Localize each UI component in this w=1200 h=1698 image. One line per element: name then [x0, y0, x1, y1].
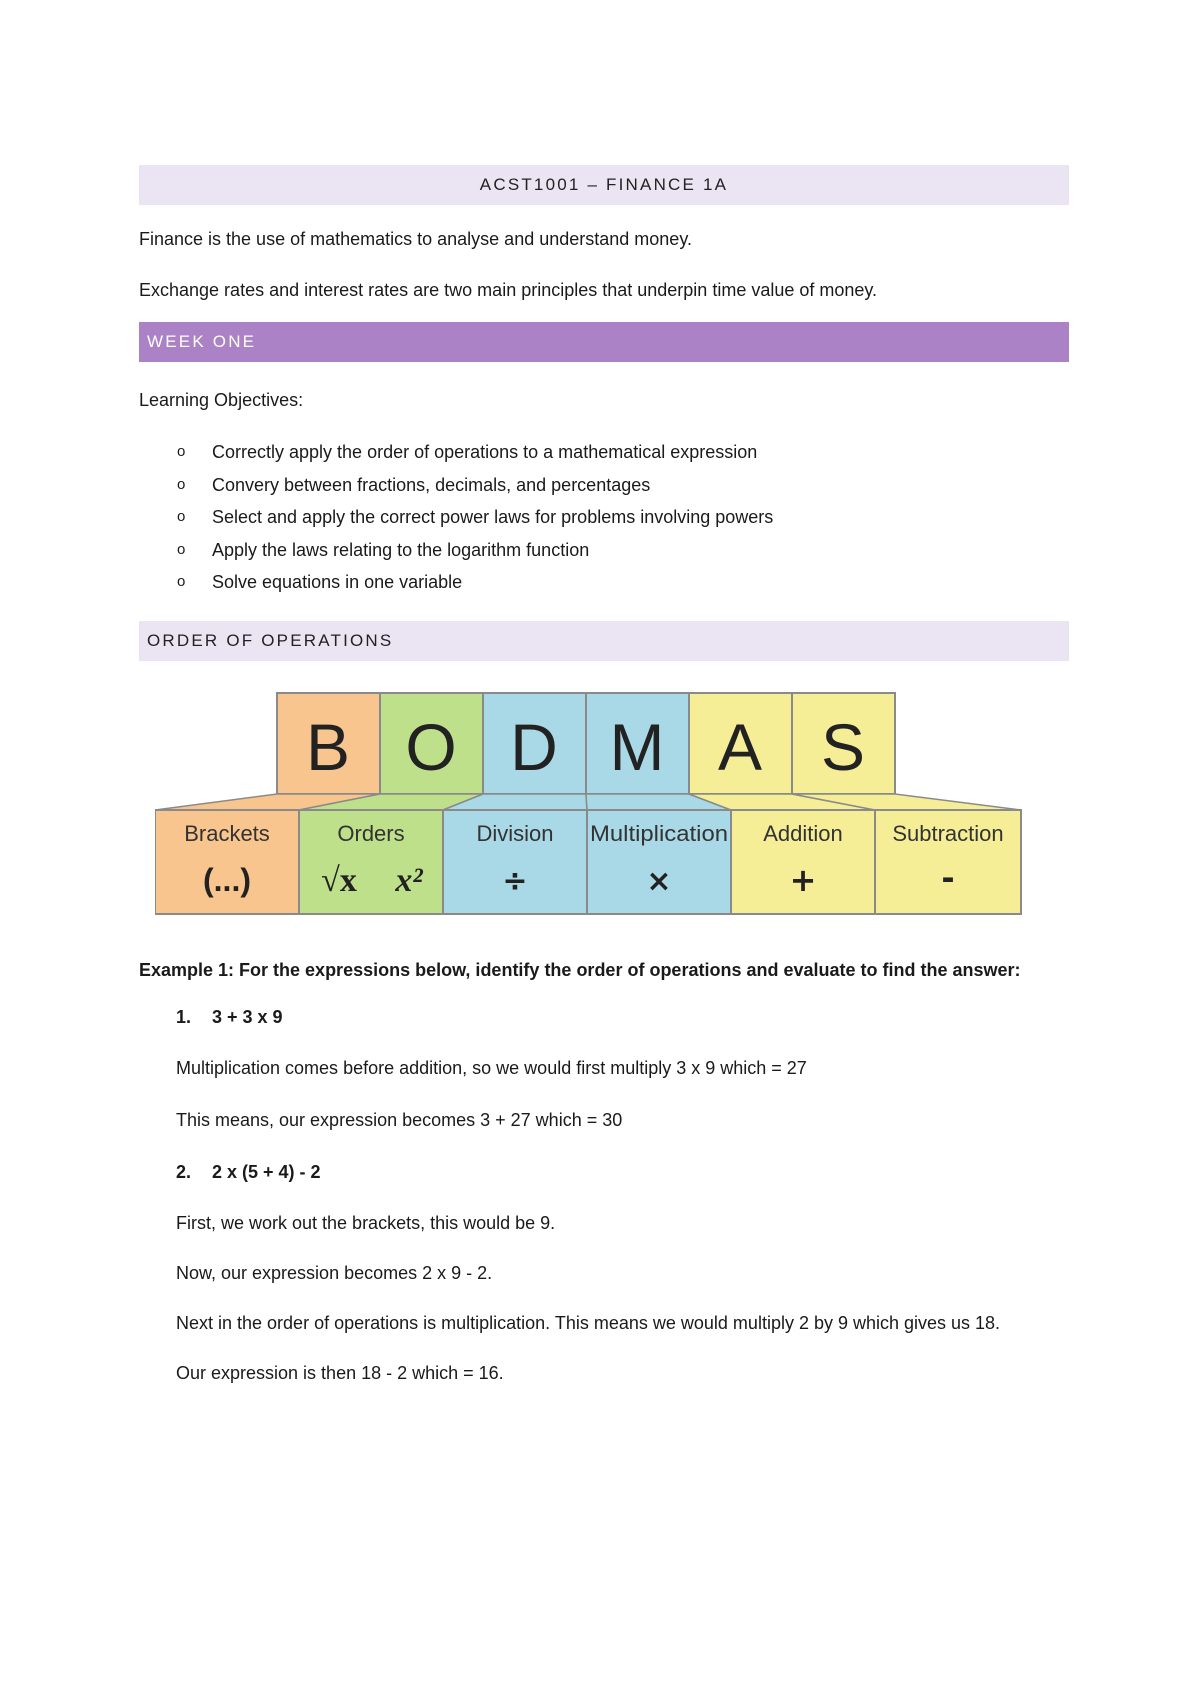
- division-symbol: ÷: [502, 863, 528, 899]
- bullet-icon: o: [177, 475, 186, 493]
- week-heading: WEEK ONE: [147, 332, 257, 351]
- list-item: [139, 436, 1069, 469]
- solution-step: Multiplication comes before addition, so we would first multiply 3 x 9 which = 27: [176, 1057, 807, 1078]
- bullet-icon: o: [177, 508, 186, 525]
- problem-2-heading: [176, 1157, 1069, 1187]
- power-symbol: x²: [395, 861, 423, 899]
- course-title: ACST1001 – FINANCE 1A: [479, 175, 729, 194]
- objective-text: Select and apply the correct power laws for problems involving powers: [212, 507, 774, 527]
- bodmas-diagram: [155, 688, 1025, 922]
- learning-objectives-list: [139, 436, 1069, 599]
- bullet-icon: o: [177, 573, 186, 590]
- root-symbol: √x: [321, 861, 357, 899]
- operation-name-addition: Addition: [763, 820, 843, 846]
- problem-expression: 2 x (5 + 4) - 2: [212, 1161, 321, 1182]
- problem-expression: 3 + 3 x 9: [212, 1006, 283, 1027]
- letter-a: A: [717, 709, 763, 784]
- order-of-operations-band: [139, 621, 1069, 661]
- objective-text: Solve equations in one variable: [212, 572, 463, 592]
- multiplication-symbol: ×: [646, 863, 672, 899]
- example-heading: Example 1: For the expressions below, identify the order of operations and evaluate to find the answer:: [139, 959, 1021, 980]
- letter-d: D: [510, 709, 558, 784]
- operation-name-multiplication: Multiplication: [590, 820, 728, 846]
- list-item: [139, 566, 1069, 599]
- letter-o: O: [405, 709, 457, 784]
- objective-text: Apply the laws relating to the logarithm function: [212, 539, 590, 560]
- order-of-operations-heading: ORDER OF OPERATIONS: [147, 630, 394, 650]
- intro-paragraph-1: Finance is the use of mathematics to analyse and understand money.: [139, 229, 692, 249]
- course-title-band: [139, 165, 1069, 205]
- list-item: [139, 469, 1069, 502]
- bullet-icon: o: [177, 443, 186, 460]
- operation-name-subtraction: Subtraction: [892, 820, 1004, 846]
- bodmas-graphic: [155, 688, 1025, 922]
- solution-step: This means, our expression becomes 3 + 27 which = 30: [176, 1109, 623, 1130]
- solution-step: Now, our expression becomes 2 x 9 - 2.: [176, 1262, 493, 1283]
- operation-name-brackets: Brackets: [184, 820, 270, 846]
- operation-name-orders: Orders: [337, 820, 405, 846]
- learning-objectives-heading: Learning Objectives:: [139, 390, 304, 410]
- problem-number: 2.: [176, 1161, 192, 1182]
- week-heading-band: [139, 322, 1069, 362]
- list-item: [139, 534, 1069, 567]
- problem-number: 1.: [176, 1006, 192, 1027]
- objective-text: Convery between fractions, decimals, and percentages: [212, 474, 651, 495]
- intro-paragraph-2: Exchange rates and interest rates are two main principles that underpin time value of money.: [139, 280, 878, 300]
- document-page: [139, 165, 1069, 1389]
- bullet-icon: o: [177, 540, 186, 558]
- list-item: [139, 501, 1069, 534]
- addition-symbol: +: [789, 860, 817, 899]
- objective-text: Correctly apply the order of operations to a mathematical expression: [212, 442, 758, 462]
- letter-b: B: [305, 709, 351, 784]
- solution-step: Our expression is then 18 - 2 which = 16.: [176, 1362, 504, 1383]
- brackets-symbol: (...): [203, 861, 251, 898]
- letter-m: M: [609, 709, 665, 784]
- problem-1-heading: [176, 1002, 1069, 1032]
- solution-step: Next in the order of operations is multiplication. This means we would multiply 2 by 9 which gives us 18.: [176, 1312, 1001, 1333]
- operation-name-division: Division: [476, 820, 554, 846]
- solution-step: First, we work out the brackets, this would be 9.: [176, 1212, 556, 1233]
- letter-s: S: [820, 709, 866, 784]
- subtraction-symbol: -: [941, 858, 955, 897]
